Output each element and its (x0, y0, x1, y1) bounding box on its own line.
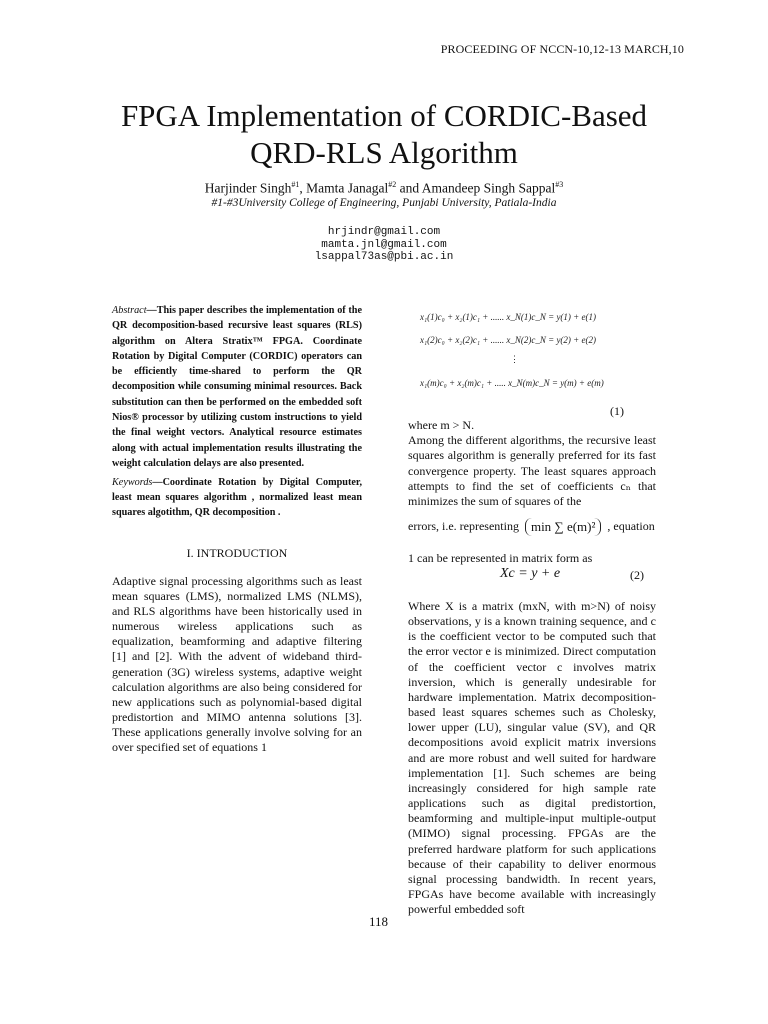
author-name: Amandeep Singh Sappal (421, 180, 556, 196)
abstract (112, 303, 362, 471)
author-list (40, 180, 728, 197)
rls-paragraph: Among the different algorithms, the recursive least squares algorithm is generally preferred for its fast convergence property. The least squares approach attempts to find the set of coefficients cₙ that minimizes the sum of squares of the (408, 433, 656, 509)
equation-row: x₁(1)c₀ + x₂(1)c₁ + ...... x_N(1)c_N = y(1) + e(1) (420, 312, 596, 322)
author-separator: , (299, 180, 307, 196)
keywords (112, 475, 362, 520)
equation-row: x₁(2)c₀ + x₂(2)c₁ + ...... x_N(2)c_N = y(2) + e(2) (420, 335, 596, 345)
min-sum-expression: min ∑ e(m)² (525, 518, 601, 536)
email-address: hrjindr@gmail.com (327, 226, 441, 238)
author-affiliation: #1-#3University College of Engineering, Punjabi University, Patiala-India (211, 197, 557, 209)
matrix-explanation-paragraph: Where X is a matrix (mxN, with m>N) of noisy observations, y is a known training sequence, and c is the coefficient vector to be computed such that the error vector e is minimized. Direct computation of the coefficient vector c involves matrix inversion, which is generally undesirable for hardware implementation. Matrix decomposition-based least squares schemes such as Cholesky, lower upper (LU), singular value (SV), and QR decompositions avoid explicit matrix inversions and are more robust and well suited for hardware implementation [1]. Such schemes are being increasingly considered for high sample rate applications such as digital predistortion, beamforming and multiple-input multiple-output (MIMO) signal processing. FPGAs are the preferred hardware platform for such applications because of their capability to deliver enormous signal processing bandwidth. In recent years, FPGAs have become available with increasingly powerful embedded soft (408, 599, 656, 917)
page-number: 118 (369, 914, 389, 929)
email-address: lsappal73as@pbi.ac.in (314, 251, 454, 263)
matrix-equation: Xc = y + e (500, 566, 561, 581)
title-line-1: FPGA Implementation of CORDIC-Based (120, 98, 648, 133)
keywords-body: —Coordinate Rotation by Digital Computer, least mean squares algorithm , normalized least mean squares algotithm, QR decomposition . (112, 477, 362, 518)
author-affil-mark: #3 (555, 180, 564, 189)
author-affil-mark: #1 (291, 180, 300, 189)
matrix-intro-text: 1 can be represented in matrix form as (408, 551, 593, 565)
equation-ellipsis: ⋮ (510, 354, 519, 364)
proceeding-header: PROCEEDING OF NCCN-10,12-13 MARCH,10 (440, 42, 684, 56)
keywords-lead: Keywords (112, 477, 153, 488)
equation-number: (2) (630, 568, 644, 582)
email-address: mamta.jnl@gmail.com (321, 238, 447, 251)
paper-title (40, 97, 728, 171)
author-separator: and (396, 180, 422, 196)
errors-text: errors, i.e. representing (408, 518, 519, 533)
title-line-2: QRD-RLS Algorithm (250, 135, 518, 170)
section-heading-introduction: I. INTRODUCTION (186, 546, 288, 560)
where-condition: where m > N. (408, 418, 475, 432)
author-name: Harjinder Singh (204, 180, 292, 196)
abstract-body: —This paper describes the implementation of the QR decomposition-based recursive least squares (RLS) algorithm on Altera Stratix™ FPGA. Coordinate Rotation by Digital Computer (CORDIC) operators can be efficiently time-shared to perform the QR decomposition while consuming minimal resources. Back substitution can then be performed on the embedded soft Nios® processor by utilizing custom instructions to yield the final weight vectors. Analytical resource estimates along with actual implementation results illustrating the weight calculation delays are also presented. (112, 305, 362, 469)
author-name: Mamta Janagal (306, 180, 389, 196)
abstract-lead: Abstract (112, 305, 147, 316)
author-affil-mark: #2 (388, 180, 397, 189)
equation-number: (1) (610, 404, 624, 418)
errors-line (408, 518, 656, 536)
equation-row: x₁(m)c₀ + x₂(m)c₁ + ..... x_N(m)c_N = y(m) + e(m) (420, 378, 604, 388)
right-column-text-top (408, 418, 656, 509)
introduction-paragraph: Adaptive signal processing algorithms such as least mean squares (LMS), normalized LMS (NLMS), and RLS algorithms have been historically used in numerous wireless applications such as equalization, beamforming and adaptive filtering [1] and [2]. With the advent of wideband third-generation (3G) wireless systems, adaptive weight calculation algorithms are also being considered for new applications such as polynomial-based digital predistortion and MIMO antenna solutions [3]. These applications generally involve solving for an over specified set of equations 1 (112, 574, 362, 755)
author-emails (40, 226, 728, 264)
equation-ref-text: , equation (607, 518, 655, 533)
